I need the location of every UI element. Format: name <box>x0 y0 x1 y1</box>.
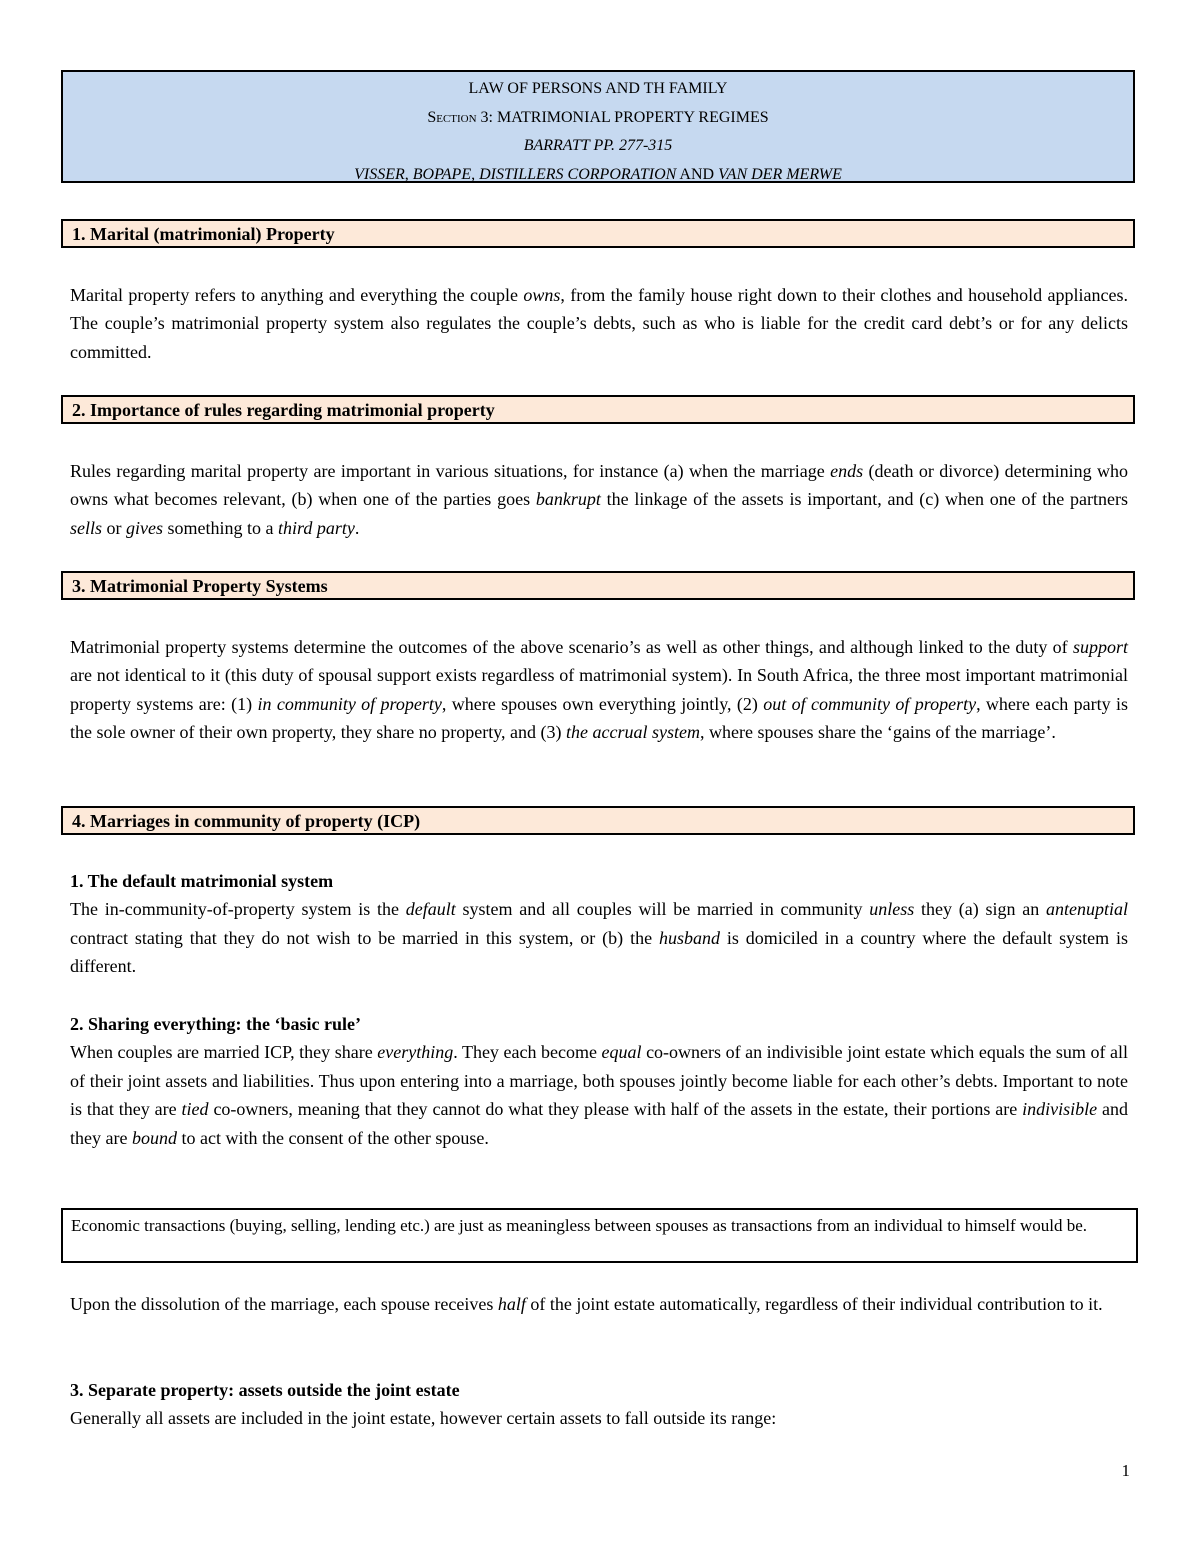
paragraph-importance: Rules regarding marital property are important in various situations, for instance (a) when the marriage ends (death or divorce) determining who owns what becomes relevant, (b) when one of the parties goes bankrupt the linkage of the assets is important, and (c) when one of the partners sells or gives something to a third party. <box>70 461 1129 538</box>
subsection-separate-property: 3. Separate property: assets outside the joint estate Generally all assets are included in the joint estate, however certain assets to fall outside its range: <box>70 1376 1128 1433</box>
title-box <box>61 70 1135 183</box>
case-list: VISSER, BOPAPE, DISTILLERS CORPORATION AND VAN DER MERWE <box>354 165 842 183</box>
section-heading-4: 4. Marriages in community of property (ICP) <box>61 806 1135 835</box>
paragraph-marital-property: Marital property refers to anything and everything the couple owns, from the family house right down to their clothes and household appliances. The couple’s matrimonial property system also regulates the couple’s debts, such as who is liable for the credit card debt’s or for any delicts committed. <box>70 285 1128 362</box>
subheading-default-system: 1. The default matrimonial system <box>70 871 334 891</box>
reading-reference: BARRATT PP. 277-315 <box>523 137 673 154</box>
section-heading-3: 3. Matrimonial Property Systems <box>61 571 1135 600</box>
subsection-default-system: 1. The default matrimonial system The in-community-of-property system is the default system and all couples will be married in community unless they (a) sign an antenuptial contract stating that they do not wish to be married in this system, or (b) the husband is domiciled in a country where the default system is different. <box>70 867 1128 981</box>
paragraph-dissolution: Upon the dissolution of the marriage, each spouse receives half of the joint estate automatically, regardless of their individual contribution to it. <box>70 1294 1103 1314</box>
page-number: 1 <box>1121 1461 1130 1480</box>
paragraph-property-systems: Matrimonial property systems determine the outcomes of the above scenario’s as well as other things, and although linked to the duty of support are not identical to it (this duty of spousal support exists regardless of matrimonial system). In South Africa, the three most important matrimonial property systems are: (1) in community of property, where spouses own everything jointly, (2) out of community of property, where each party is the sole owner of their own property, they share no property, and (3) the accrual system, where spouses share the ‘gains of the marriage’. <box>70 637 1128 743</box>
note-box: Economic transactions (buying, selling, lending etc.) are just as meaningless between spouses as transactions from an individual to himself would be. <box>61 1208 1138 1263</box>
section-heading-2: 2. Importance of rules regarding matrimonial property <box>61 395 1135 424</box>
subheading-basic-rule: 2. Sharing everything: the ‘basic rule’ <box>70 1014 361 1034</box>
section-title: Section 3: MATRIMONIAL PROPERTY REGIMES <box>427 108 769 126</box>
course-title: LAW OF PERSONS AND TH FAMILY <box>468 80 728 97</box>
subheading-separate-property: 3. Separate property: assets outside the joint estate <box>70 1380 460 1400</box>
subsection-basic-rule: 2. Sharing everything: the ‘basic rule’ When couples are married ICP, they share everything. They each become equal co-owners of an indivisible joint estate which equals the sum of all of their joint assets and liabilities. Thus upon entering into a marriage, both spouses jointly become liable for each other’s debts. Important to note is that they are tied co-owners, meaning that they cannot do what they please with half of the assets in the estate, their portions are indivisible and they are bound to act with the consent of the other spouse. <box>70 1010 1128 1152</box>
section-heading-1: 1. Marital (matrimonial) Property <box>61 219 1135 248</box>
